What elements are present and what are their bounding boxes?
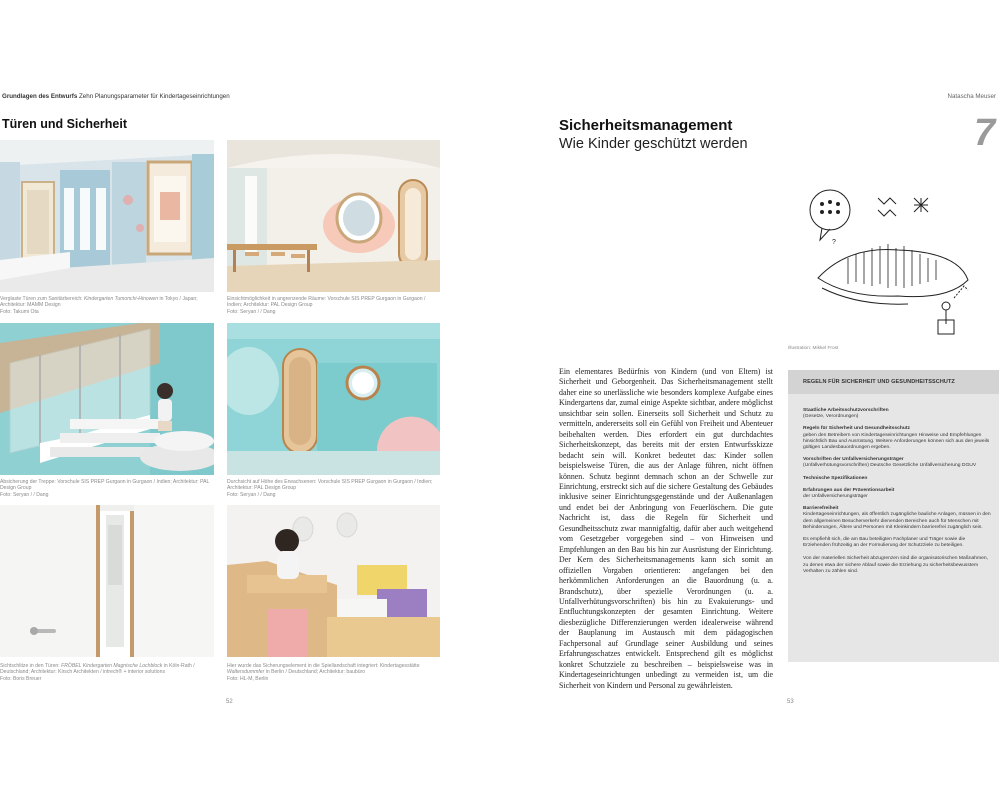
photo-door-glass-slit <box>0 505 214 657</box>
photo-bathroom-glass-doors <box>0 140 214 292</box>
running-header-author: Natascha Meuser <box>947 93 996 100</box>
photo-credit: Foto: Seryan / / Dang <box>0 491 49 498</box>
info-box-item: Technische Spezifikationen <box>803 475 868 481</box>
caption-6: Hier wurde das Sicherungselement in die Spiellandschaft integriert: Kindertagesstätte Waltersdummfer in Berlin / Deutschland; Architektur: baubüro Foto: HL-M, Berlin <box>227 663 420 682</box>
page-subtitle: Wie Kinder geschützt werden <box>559 136 748 152</box>
info-box-item: Vorschriften der Unfallversicherungsträger (Unfallverhütungsvorschriften) Deutsche Gesetzliche Unfallversicherung DGUV <box>803 457 977 469</box>
info-box-paragraph: Es empfiehlt sich, die am Bau beteiligten Fachplaner und Träger sowie die Erziehenden frühzeitig an der Formulierung der Schutzziele zu beteiligen. <box>803 537 966 549</box>
info-box-paragraph: Von der materiellen Sicherheit abzugrenzen sind die organisatorischen Maßnahmen, zu denen etwa der sichere Ablauf sowie die Erziehung zu sicherheitsbewusstem Verhalten zu zählen sind. <box>803 556 988 574</box>
photo-credit: Foto: Boris Breuer <box>0 675 42 682</box>
page-title: Sicherheitsmanagement <box>559 117 733 134</box>
photo-stair-glass-balustrade <box>0 323 214 475</box>
photo-round-window-room <box>227 140 440 292</box>
caption-5: Sichtschlitze in den Türen: FRÖBEL Kindergarten Magnische Lochblock in Köln-Rath / Deutschland; Architektur: Kirsch Architekten / intrech® + interior solutions Foto: Boris Breuer <box>0 663 195 682</box>
photo-play-landscape <box>227 505 440 657</box>
info-box-item: Barrierefreiheit Kindertageseinrichtungen, als öffentlich zugängliche bauliche Anlagen, müssen in den dem allgemeinen Besucherverkehr dienenden Bereichen auch für Menschen mit Behinderungen, Ältere und Personen mit Kleinkindern barrierefrei zugänglich sein. <box>803 506 991 530</box>
illustration-credit: Illustration: Mikkel Frost <box>788 346 839 351</box>
photo-credit: Foto: Seryan / / Dang <box>227 308 276 315</box>
caption-1: Verglaste Türen zum Sanitärbereich: Kindergarten Tumonchi-Hinowen in Tokyo / Japan; Architektur: MAMM Design Foto: Takumi Ota <box>0 296 198 315</box>
caption-2: Einsichtmöglichkeit in angrenzende Räume: Vorschule SIS PREP Gurgaon in Gurgaon / Indien; Architektur: PAL Design Group Foto: Seryan / / Dang <box>227 296 426 315</box>
section-title: Türen und Sicherheit <box>2 117 128 131</box>
header-subtitle: Zehn Planungsparameter für Kindertageseinrichtungen <box>79 93 230 100</box>
page-number-right: 53 <box>787 699 794 705</box>
running-header-left <box>2 93 230 100</box>
page-number-left: 52 <box>226 699 233 705</box>
info-box-header: REGELN FÜR SICHERHEIT UND GESUNDHEITSSCHUTZ <box>788 370 999 394</box>
header-chapter: Grundlagen des Entwurfs <box>2 93 78 100</box>
svg-text:?: ? <box>832 239 836 246</box>
caption-4: Durchsicht auf Höhe des Erwachsenen: Vorschule SIS PREP Gurgaon in Gurgaon / Indien; Architektur: PAL Design Group Foto: Seryan / / Dang <box>227 479 433 498</box>
body-text: Ein elementares Bedürfnis von Kindern (und von Eltern) ist Sicherheit und Geborgenheit. Das Sicherheitsmanagement stellt daher eine so unerlässliche wie besonders komplexe Aufgabe eines Kindergartens dar, zumal einige Aspekte sichtbar, andere möglichst unsichtbar sein sollen. Einerseits soll Sicherheit und Schutz zu vermitteln, andererseits soll ein Gefühl von Freiheit und Abenteuer beibehalten werden. Dies erfordert ein gut durchdachtes Sicherheitskonzept, das bereits mit der ersten Entwurfsskizze bedacht sein will. Konkret bedeutet das: Kinder sollen beispielsweise Türen, die aus der Anlage führen, nicht öffnen können. Schutz beginnt demnach schon an der Schwelle zur Einrichtung, erstreckt sich auf die sichere Gestaltung des Gebäudes inklusive seiner Einrichtungsgegenstände und der Außenanlagen und endet bei der Anbringung von Feuerlöschern. Die gute Nachricht ist, dass die Regeln für Sicherheit und Gesundheitsschutz zwar mannigfaltig, dafür aber auch weitgehend vom Gesetzgeber vorgegeben sind – von Hinweisen und Empfehlungen an den Bau bis hin zur Ausrüstung der Einrichtung. Der Kern des Sicherheitsmanagements kann sich somit an offiziellen Vorgaben orientieren: angefangen bei den herkömmlichen Anforderungen an die Bauordnung (u. a. Brandschutz), über spezielle Verordnungen (u. a. Unfallverhütungsvorschriften) bis hin zu Evakuierungs- und Entfluchtungskonzepten der gesamten Einrichtung. Weitere diesbezügliche Differenzierungen werden idealerweise während der Bauplanung im Austausch mit dem pädagogischen Fachpersonal auf Grundlage seiner Ausbildung und seines Erfahrungsschatzes entwickelt. Entsprechend gilt es möglichst konkret Schutzziele zu beschreiben – beispielsweise was in Kindertageseinrichtungen unbedingt zu vermeiden ist, um die Sicherheit von Kindern und Personal zu gewährleisten. <box>559 367 773 690</box>
photo-credit: Foto: HL-M, Berlin <box>227 675 269 682</box>
line-illustration <box>808 188 978 338</box>
info-box-item: Regeln für Sicherheit und Gesundheitsschutz geben den Betreibern von Kindertageseinrichtungen Hinweise und Empfehlungen hinsichtlich Bau und Ausrüstung. Weitere Anforderungen können sich aus den jeweils gültigen Landesbauordnungen ergeben. <box>803 426 990 451</box>
photo-arched-door-porthole <box>227 323 440 475</box>
caption-3: Absicherung der Treppe: Vorschule SIS PREP Gurgaon in Gurgaon / Indien; Architektur: PAL Design Group Foto: Seryan / / Dang <box>0 479 210 498</box>
photo-credit: Foto: Seryan / / Dang <box>227 491 276 498</box>
photo-credit: Foto: Takumi Ota <box>0 308 39 315</box>
chapter-number: 7 <box>974 112 996 154</box>
info-box-item: Erfahrungen aus der Präventionsarbeit der Unfallversicherungsträger <box>803 487 895 500</box>
info-box-item: Staatliche Arbeitsschutzvorschriften (Gesetze, Verordnungen) <box>803 408 889 420</box>
info-box <box>788 394 999 662</box>
